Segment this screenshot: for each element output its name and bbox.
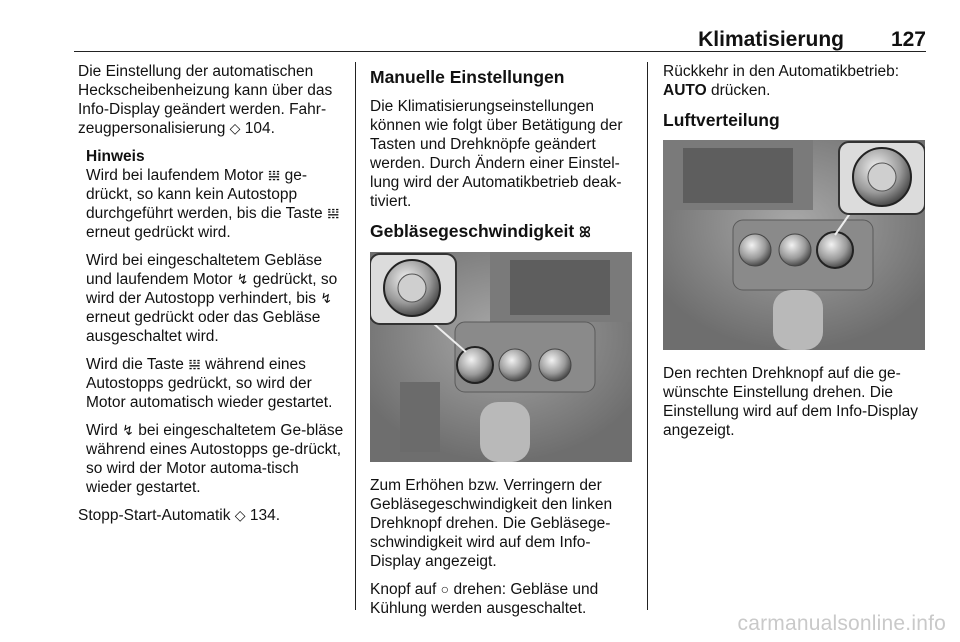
fan-speed-paragraph: Zum Erhöhen bzw. Verringern der Gebläsegeschwindigkeit den linken Drehknopf drehen. Die Gebläsege-schwindigkeit wird auf dem Info-Display angezeigt.: [370, 477, 613, 570]
note-paragraph-4: Wird ↯ bei eingeschaltetem Ge-bläse während eines Autostopps ge-drückt, so wird der Motor automa-tisch wieder gestartet.: [86, 422, 344, 496]
heading-fan-speed: Gebläsegeschwindigkeit ꕤ: [370, 221, 591, 241]
climate-panel-illustration-right: [663, 140, 925, 350]
defrost-icon: 𝍐: [188, 356, 201, 372]
note-paragraph-2: Wird bei eingeschaltetem Gebläse und laufendem Motor ↯ gedrückt, so wird der Autostopp verhindert, bis ↯ erneut gedrückt oder das Gebläse ausgeschaltet wird.: [86, 252, 338, 345]
section-title: Klimatisierung: [698, 28, 844, 51]
fan-off-paragraph: Knopf auf ○ drehen: Gebläse und Kühlung werden ausgeschaltet.: [370, 581, 599, 617]
auto-return-paragraph: Rückkehr in den Automatikbetrieb: AUTO drücken.: [663, 63, 900, 99]
reference-arrow-icon: ◇: [234, 507, 246, 523]
reference-link[interactable]: 104.: [244, 120, 275, 137]
column-1: [78, 62, 346, 534]
column-2: [370, 62, 632, 627]
column-3: [663, 62, 925, 449]
note-paragraph-1: Wird bei laufendem Motor 𝍐 ge-drückt, so kann kein Autostopp durchgeführt werden, bis die Taste 𝍐 erneut gedrückt wird.: [86, 167, 340, 241]
stopp-start-reference: Stopp-Start-Automatik ◇ 134.: [78, 507, 281, 524]
note-block: [78, 147, 346, 497]
page-header: [74, 24, 926, 52]
reference-arrow-icon: ◇: [229, 120, 241, 136]
heading-air-distribution: Luftverteilung: [663, 110, 780, 130]
distribution-knob-photo: [663, 140, 925, 350]
fan-icon: ꕤ: [579, 224, 591, 240]
recirculation-icon: ↯: [236, 271, 249, 287]
off-icon: ○: [440, 581, 450, 597]
note-title: Hinweis: [86, 148, 145, 165]
note-paragraph-3: Wird die Taste 𝍐 während eines Autostopps gedrückt, so wird der Motor automatisch wieder gestartet.: [86, 356, 333, 411]
heading-manual-settings: Manuelle Einstellungen: [370, 67, 565, 87]
column-divider-1: [355, 62, 356, 610]
defrost-icon: 𝍐: [326, 205, 340, 221]
manual-settings-paragraph: Die Klimatisierungseinstellungen können wie folgt über Betätigung der Tasten und Drehknöpfe geändert werden. Durch Ändern einer Einstel-lung wird der Automatikbetrieb deak-tiviert.: [370, 98, 623, 210]
reference-link[interactable]: 134.: [249, 507, 281, 524]
recirculation-icon: ↯: [320, 290, 333, 306]
climate-panel-illustration: [370, 252, 632, 462]
fan-knob-photo: [370, 252, 632, 462]
column-divider-2: [647, 62, 648, 610]
header-divider: [74, 51, 926, 52]
defrost-icon: 𝍐: [267, 167, 281, 183]
recirculation-icon: ↯: [122, 422, 134, 438]
watermark-brand: carmanualsonline.info: [737, 612, 946, 635]
intro-paragraph: Die Einstellung der automatischen Heckscheibenheizung kann über das Info-Display geändert werden. Fahr-zeugpersonalisierung ◇ 104.: [78, 63, 333, 137]
page-number: 127: [890, 28, 926, 51]
auto-button-label: AUTO: [663, 82, 707, 99]
air-distribution-paragraph: Den rechten Drehknopf auf die ge-wünschte Einstellung drehen. Die Einstellung wird auf dem Info-Display angezeigt.: [663, 365, 919, 439]
